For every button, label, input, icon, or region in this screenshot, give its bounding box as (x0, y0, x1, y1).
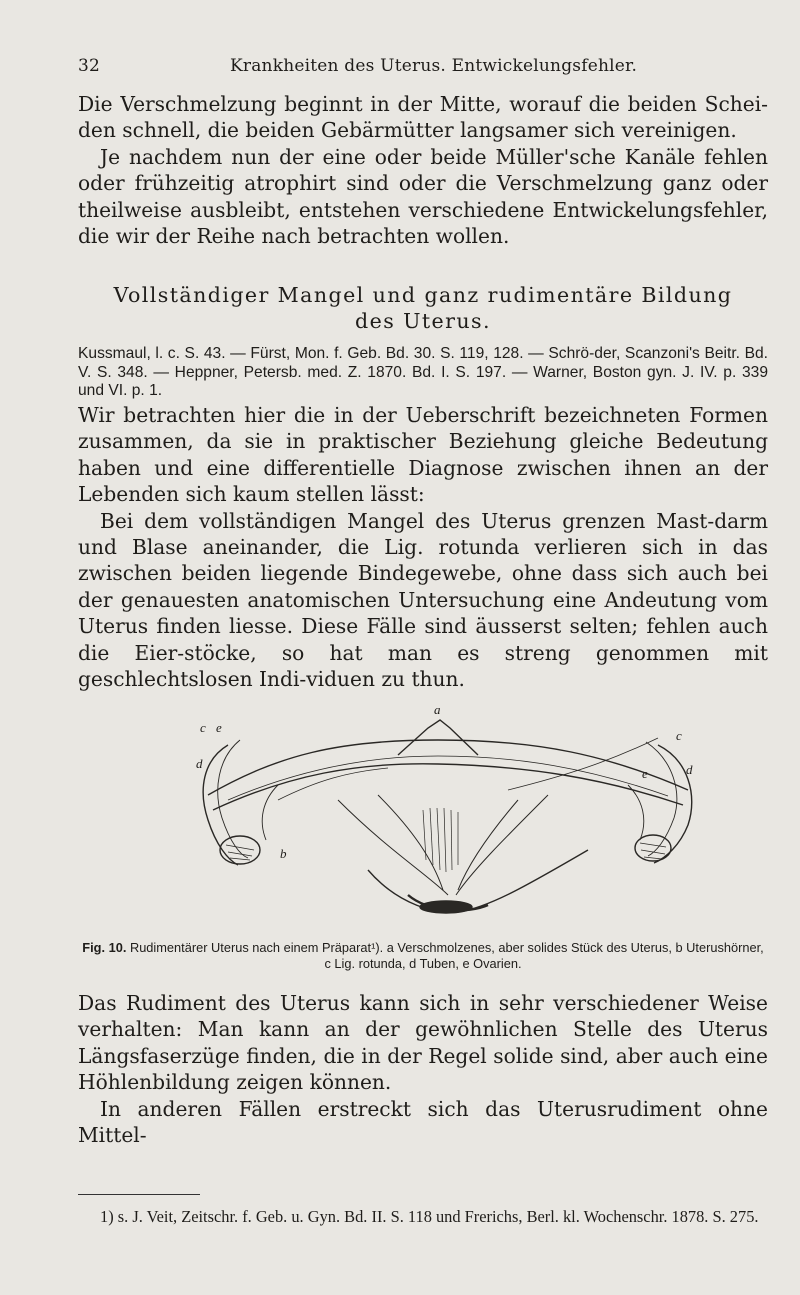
paragraph-1: Die Verschmelzung beginnt in der Mitte, worauf die beiden Schei-den schnell, die beiden Gebärmütter langsamer sich vereinigen. (78, 92, 768, 143)
label-d-right: d (686, 762, 693, 777)
caption-text: Rudimentärer Uterus nach einem Präparat¹). a Verschmolzenes, aber solides Stück des Uterus, b Uterushörner, c Lig. rotunda, d Tuben, e Ovarien. (129, 940, 764, 971)
bladder-outline (368, 850, 588, 913)
running-title: Krankheiten des Uterus. Entwickelungsfehler. (230, 56, 638, 76)
uterus-solid-part (398, 720, 478, 755)
label-c-right: c (676, 728, 682, 743)
label-b: b (280, 846, 287, 861)
rectum-section (420, 901, 472, 913)
section-heading-line-1: Vollständiger Mangel und ganz rudimentäre Bildung (113, 283, 733, 307)
paragraph-2: Je nachdem nun der eine oder beide Müller'sche Kanäle fehlen oder frühzeitig atrophirt sind oder die Verschmelzung ganz oder theilweise ausbleibt, entstehen verschiedene Entwickelungsfehler, die wir der Reihe nach betrachten wollen. (78, 144, 768, 249)
label-a: a (434, 702, 441, 717)
paragraph-6: In anderen Fällen erstreckt sich das Uterusrudiment ohne Mittel- (78, 1096, 768, 1148)
footnote-rule (78, 1194, 200, 1195)
label-e-right: e (642, 766, 648, 781)
label-e-left: e (216, 720, 222, 735)
intro-text (78, 91, 768, 249)
ligament-upper-outline (208, 740, 688, 795)
figure-caption (78, 940, 768, 971)
literature-references: Kussmaul, l. c. S. 43. — Fürst, Mon. f. Geb. Bd. 30. S. 119, 128. — Schrö-der, Scanzoni's Beitr. Bd. V. S. 348. — Heppner, Petersb. med. Z. 1870. Bd. I. S. 197. — Warner, Boston gyn. J. IV. p. 339 und VI. p. 1. (78, 345, 768, 400)
label-d-left: d (196, 756, 203, 771)
figure-10-illustration (188, 700, 708, 932)
paragraph-5: Das Rudiment des Uterus kann sich in sehr verschiedener Weise verhalten: Man kann an der gewöhnlichen Stelle des Uterus Längsfaserzüge finden, die in der Regel solide sind, aber auch eine Höhlenbildung zeigen können. (78, 991, 768, 1095)
section-heading-line-2: des Uterus. (355, 309, 491, 333)
main-text (78, 402, 768, 692)
uterus-rudiment-drawing (188, 700, 708, 932)
caption-label: Fig. 10. (82, 940, 127, 955)
page-number: 32 (78, 56, 101, 76)
label-c-left: c (200, 720, 206, 735)
section-heading (78, 282, 768, 334)
closing-text (78, 990, 768, 1148)
footnote-text: 1) s. J. Veit, Zeitschr. f. Geb. u. Gyn. Bd. II. S. 118 und Frerichs, Berl. kl. Wochenschr. 1878. S. 275. (100, 1207, 759, 1226)
paragraph-3: Wir betrachten hier die in der Ueberschrift bezeichneten Formen zusammen, da sie in praktischer Beziehung gleiche Bedeutung haben und eine differentielle Diagnose zwischen ihnen an der Lebenden sich kaum stellen lässt: (78, 403, 768, 507)
paragraph-4: Bei dem vollständigen Mangel des Uterus grenzen Mast-darm und Blase aneinander, die Lig. rotunda verlieren sich in das zwischen beiden liegende Bindegewebe, ohne dass sich auch bei der genauesten anatomischen Untersuchung eine Andeutung vom Uterus finden liesse. Diese Fälle sind äusserst selten; fehlen auch die Eier-stöcke, so hat man es streng genommen mit geschlechtslosen Indi-viduen zu thun. (78, 508, 768, 692)
footnote (78, 1207, 768, 1227)
ligament-lower-outline (213, 764, 683, 810)
